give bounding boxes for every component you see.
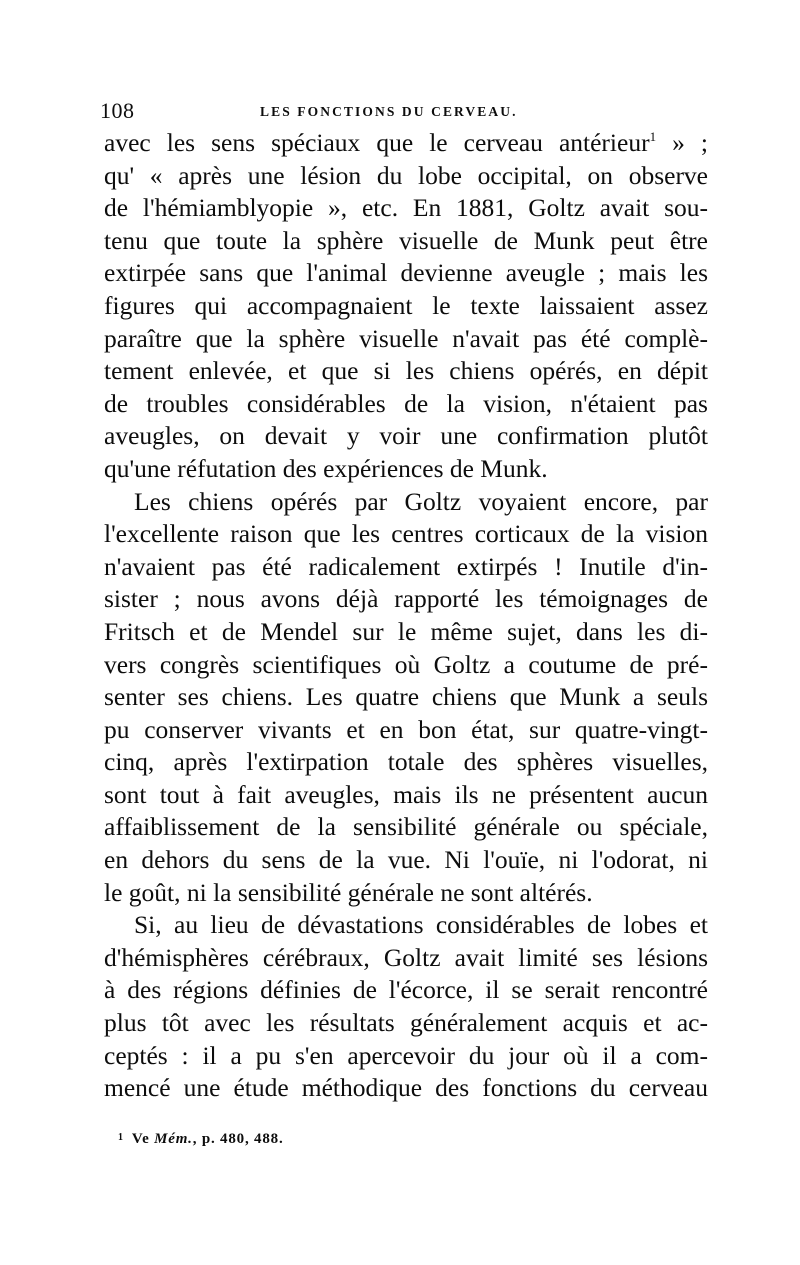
text-line: d'hémisphères cérébraux, Goltz avait limité ses lésions xyxy=(104,942,708,972)
text-line: paraître que la sphère visuelle n'avait pas été complè- xyxy=(104,323,708,353)
text-line: avec les sens spéciaux que le cerveau antérieur$^1$ » ; xyxy=(104,128,708,157)
text-line: ceptés : il a pu s'en apercevoir du jour où il a com- xyxy=(104,1040,708,1070)
body-text xyxy=(104,127,708,1105)
text-line: figures qui accompagnaient le texte laissaient assez xyxy=(104,290,708,320)
footnote xyxy=(118,1131,284,1148)
text-line: vers congrès scientifiques où Goltz a coutume de pré- xyxy=(104,649,708,679)
footnote-mark: 1 xyxy=(118,1132,124,1143)
text-line: aveugles, on devait y voir une confirmation plutôt xyxy=(104,421,708,451)
text-line: sont tout à fait aveugles, mais ils ne présentent aucun xyxy=(104,779,708,809)
text-line: l'excellente raison que les centres corticaux de la vision xyxy=(104,519,708,549)
footnote-reference: 1 xyxy=(649,129,657,144)
running-head xyxy=(100,98,710,124)
text-line: de troubles considérables de la vision, n'étaient pas xyxy=(104,388,708,418)
text-line: mencé une étude méthodique des fonctions du cerveau xyxy=(104,1073,708,1103)
text-line: qu' « après une lésion du lobe occipital, on observe xyxy=(104,160,708,190)
text-line: affaiblissement de la sensibilité générale ou spéciale, xyxy=(104,812,708,842)
footnote-pages: , p. 480, 488. xyxy=(192,1131,284,1147)
text-line: sister ; nous avons déjà rapporté les témoignages de xyxy=(104,584,708,614)
text-line: n'avaient pas été radicalement extirpés ! Inutile d'in- xyxy=(104,551,708,581)
text-line: extirpée sans que l'animal devienne aveugle ; mais les xyxy=(104,258,708,288)
text-line: tement enlevée, et que si les chiens opérés, en dépit xyxy=(104,356,708,386)
text-line: Si, au lieu de dévastations considérables de lobes et xyxy=(134,910,708,940)
text-line: qu'une réfutation des expériences de Munk. xyxy=(104,453,548,483)
text-line: senter ses chiens. Les quatre chiens que Munk a seuls xyxy=(104,682,708,712)
text-line: Fritsch et de Mendel sur le même sujet, dans les di- xyxy=(104,616,708,646)
text-line: Les chiens opérés par Goltz voyaient encore, par xyxy=(134,486,708,516)
text-line: de l'hémiamblyopie », etc. En 1881, Goltz avait sou- xyxy=(104,193,708,223)
text-line: plus tôt avec les résultats généralement acquis et ac- xyxy=(104,1008,708,1038)
footnote-source: Mém. xyxy=(154,1131,193,1147)
text-line: en dehors du sens de la vue. Ni l'ouïe, ni l'odorat, ni xyxy=(104,845,708,875)
text-line: cinq, après l'extirpation totale des sphères visuelles, xyxy=(104,747,708,777)
text-line: pu conserver vivants et en bon état, sur quatre-vingt- xyxy=(104,714,708,744)
text-line: le goût, ni la sensibilité générale ne sont altérés. xyxy=(104,877,593,907)
text-line: à des régions définies de l'écorce, il se serait rencontré xyxy=(104,975,708,1005)
running-title: LES FONCTIONS DU CERVEAU. xyxy=(260,104,518,119)
footnote-prefix: Ve xyxy=(131,1131,150,1147)
text-line: tenu que toute la sphère visuelle de Munk peut être xyxy=(104,225,708,255)
page-number: 108 xyxy=(100,98,135,123)
